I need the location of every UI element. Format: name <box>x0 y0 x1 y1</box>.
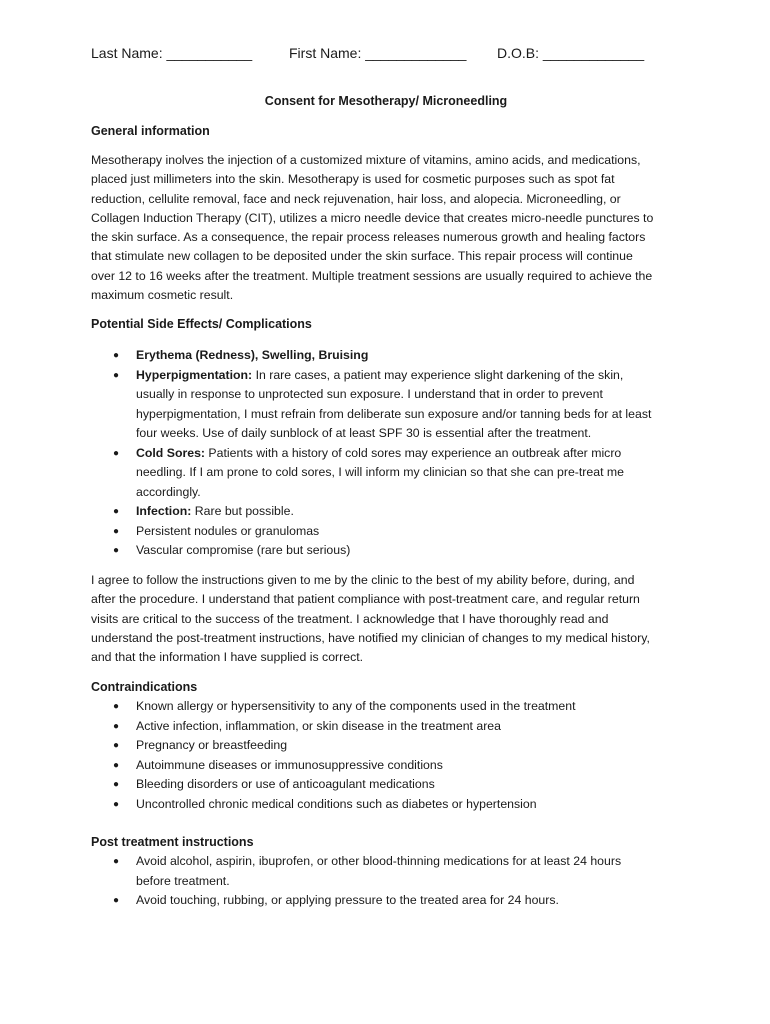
last-name-field[interactable]: Last Name: ___________ <box>91 45 253 61</box>
item-bold: Cold Sores: <box>136 445 206 460</box>
list-item <box>91 795 691 815</box>
list-item <box>91 736 691 756</box>
list-item <box>91 697 691 717</box>
bullet-icon: ● <box>113 701 120 712</box>
bullet-icon: ● <box>113 506 120 517</box>
item-text: four weeks. Use of daily sunblock of at least SPF 30 is essential after the treatment. <box>136 426 592 440</box>
item-text: Autoimmune diseases or immunosuppressive conditions <box>136 757 443 772</box>
bullet-icon: ● <box>113 545 120 556</box>
general-heading: General information <box>91 124 210 138</box>
item-text: Avoid touching, rubbing, or applying pressure to the treated area for 24 hours. <box>136 893 559 907</box>
agreement-line: after the procedure. I understand that patient compliance with post-treatment care, and regular return <box>91 592 640 607</box>
page-title: Consent for Mesotherapy/ Microneedling <box>264 94 508 108</box>
side-effects-list <box>91 346 691 561</box>
agreement-paragraph <box>91 571 691 667</box>
list-item <box>91 366 691 444</box>
item-text: Uncontrolled chronic medical conditions such as diabetes or hypertension <box>136 796 537 811</box>
item-text: Active infection, inflammation, or skin disease in the treatment area <box>136 718 501 733</box>
bullet-icon: ● <box>113 740 120 751</box>
general-line: maximum cosmetic result. <box>91 288 234 303</box>
dob-field[interactable]: D.O.B: _____________ <box>497 45 645 61</box>
bullet-icon: ● <box>113 369 120 381</box>
list-item <box>91 522 691 542</box>
general-line: placed just millimeters into the skin. Mesotherapy is used for cosmetic purposes such as spot fat <box>91 172 615 187</box>
item-text: Persistent nodules or granulomas <box>136 523 320 538</box>
item-text: Rare but possible. <box>191 504 294 518</box>
list-item <box>91 346 691 366</box>
list-item <box>91 541 691 561</box>
agreement-line: I agree to follow the instructions given to me by the clinic to the best of my ability before, during, and <box>91 573 635 587</box>
item-text: Avoid alcohol, aspirin, ibuprofen, or other blood-thinning medications for at least 24 hours <box>136 854 622 868</box>
item-text: Known allergy or hypersensitivity to any of the components used in the treatment <box>136 699 576 713</box>
bullet-icon: ● <box>113 856 120 867</box>
list-item <box>91 891 691 911</box>
list-item <box>91 717 691 737</box>
general-line: the skin surface. As a consequence, the repair process releases numerous growth and healing factors <box>91 230 646 245</box>
list-item <box>91 502 691 522</box>
general-line: Mesotherapy inolves the injection of a customized mixture of vitamins, amino acids, and medications, <box>91 153 641 167</box>
first-name-field[interactable]: First Name: _____________ <box>289 45 467 61</box>
agreement-line: and that the information I have supplied is correct. <box>91 650 364 665</box>
general-line: that stimulate new collagen to be deposited under the skin surface. This repair process will continue <box>91 249 633 264</box>
bullet-icon: ● <box>113 779 120 790</box>
item-text: before treatment. <box>136 873 230 888</box>
item-bold: Infection: <box>136 504 192 518</box>
bullet-icon: ● <box>113 447 120 459</box>
agreement-line: understand the post-treatment instructions, have notified my clinician of changes to my medical history, <box>91 630 650 645</box>
general-line: reduction, cellulite removal, face and neck rejuvenation, hair loss, and alopecia. Microneedling, or <box>91 191 621 206</box>
post-treatment-list <box>91 852 691 911</box>
item-text: usually in response to unprotected sun exposure. I understand that in order to prevent <box>136 387 603 401</box>
bullet-icon: ● <box>113 895 120 906</box>
general-line: Collagen Induction Therapy (CIT), utilizes a micro needle device that creates micro-needle punctures to <box>91 210 654 225</box>
bullet-icon: ● <box>113 350 120 361</box>
bullet-icon: ● <box>113 525 120 537</box>
item-text: needling. If I am prone to cold sores, I will inform my clinician so that she can pre-treat me <box>136 465 624 479</box>
side-effects-heading: Potential Side Effects/ Complications <box>91 317 312 331</box>
item-text: In rare cases, a patient may experience slight darkening of the skin, <box>252 367 624 382</box>
item-text: hyperpigmentation, I must refrain from deliberate sun exposure and/or tanning beds for at least <box>136 406 652 421</box>
item-bold: Erythema (Redness), Swelling, Bruising <box>136 348 369 362</box>
general-line: over 12 to 16 weeks after the treatment. Multiple treatment sessions are usually required to achieve the <box>91 268 653 283</box>
item-bold: Hyperpigmentation: <box>136 367 253 382</box>
item-text: Vascular compromise (rare but serious) <box>136 543 351 557</box>
item-text: Patients with a history of cold sores may experience an outbreak after micro <box>205 445 622 460</box>
item-text: Bleeding disorders or use of anticoagulant medications <box>136 777 435 791</box>
item-text: accordingly. <box>136 484 201 499</box>
contraindications-list <box>91 697 691 814</box>
post-treatment-heading: Post treatment instructions <box>91 835 254 849</box>
list-item <box>91 852 691 891</box>
contraindications-heading: Contraindications <box>91 680 198 694</box>
list-item <box>91 756 691 776</box>
general-paragraph <box>91 151 691 305</box>
list-item <box>91 444 691 503</box>
item-text: Pregnancy or breastfeeding <box>136 738 288 752</box>
list-item <box>91 775 691 795</box>
bullet-icon: ● <box>113 720 120 732</box>
bullet-icon: ● <box>113 798 120 810</box>
agreement-line: visits are critical to the success of the treatment. I acknowledge that I have thoroughly read and <box>91 611 609 626</box>
bullet-icon: ● <box>113 759 120 771</box>
